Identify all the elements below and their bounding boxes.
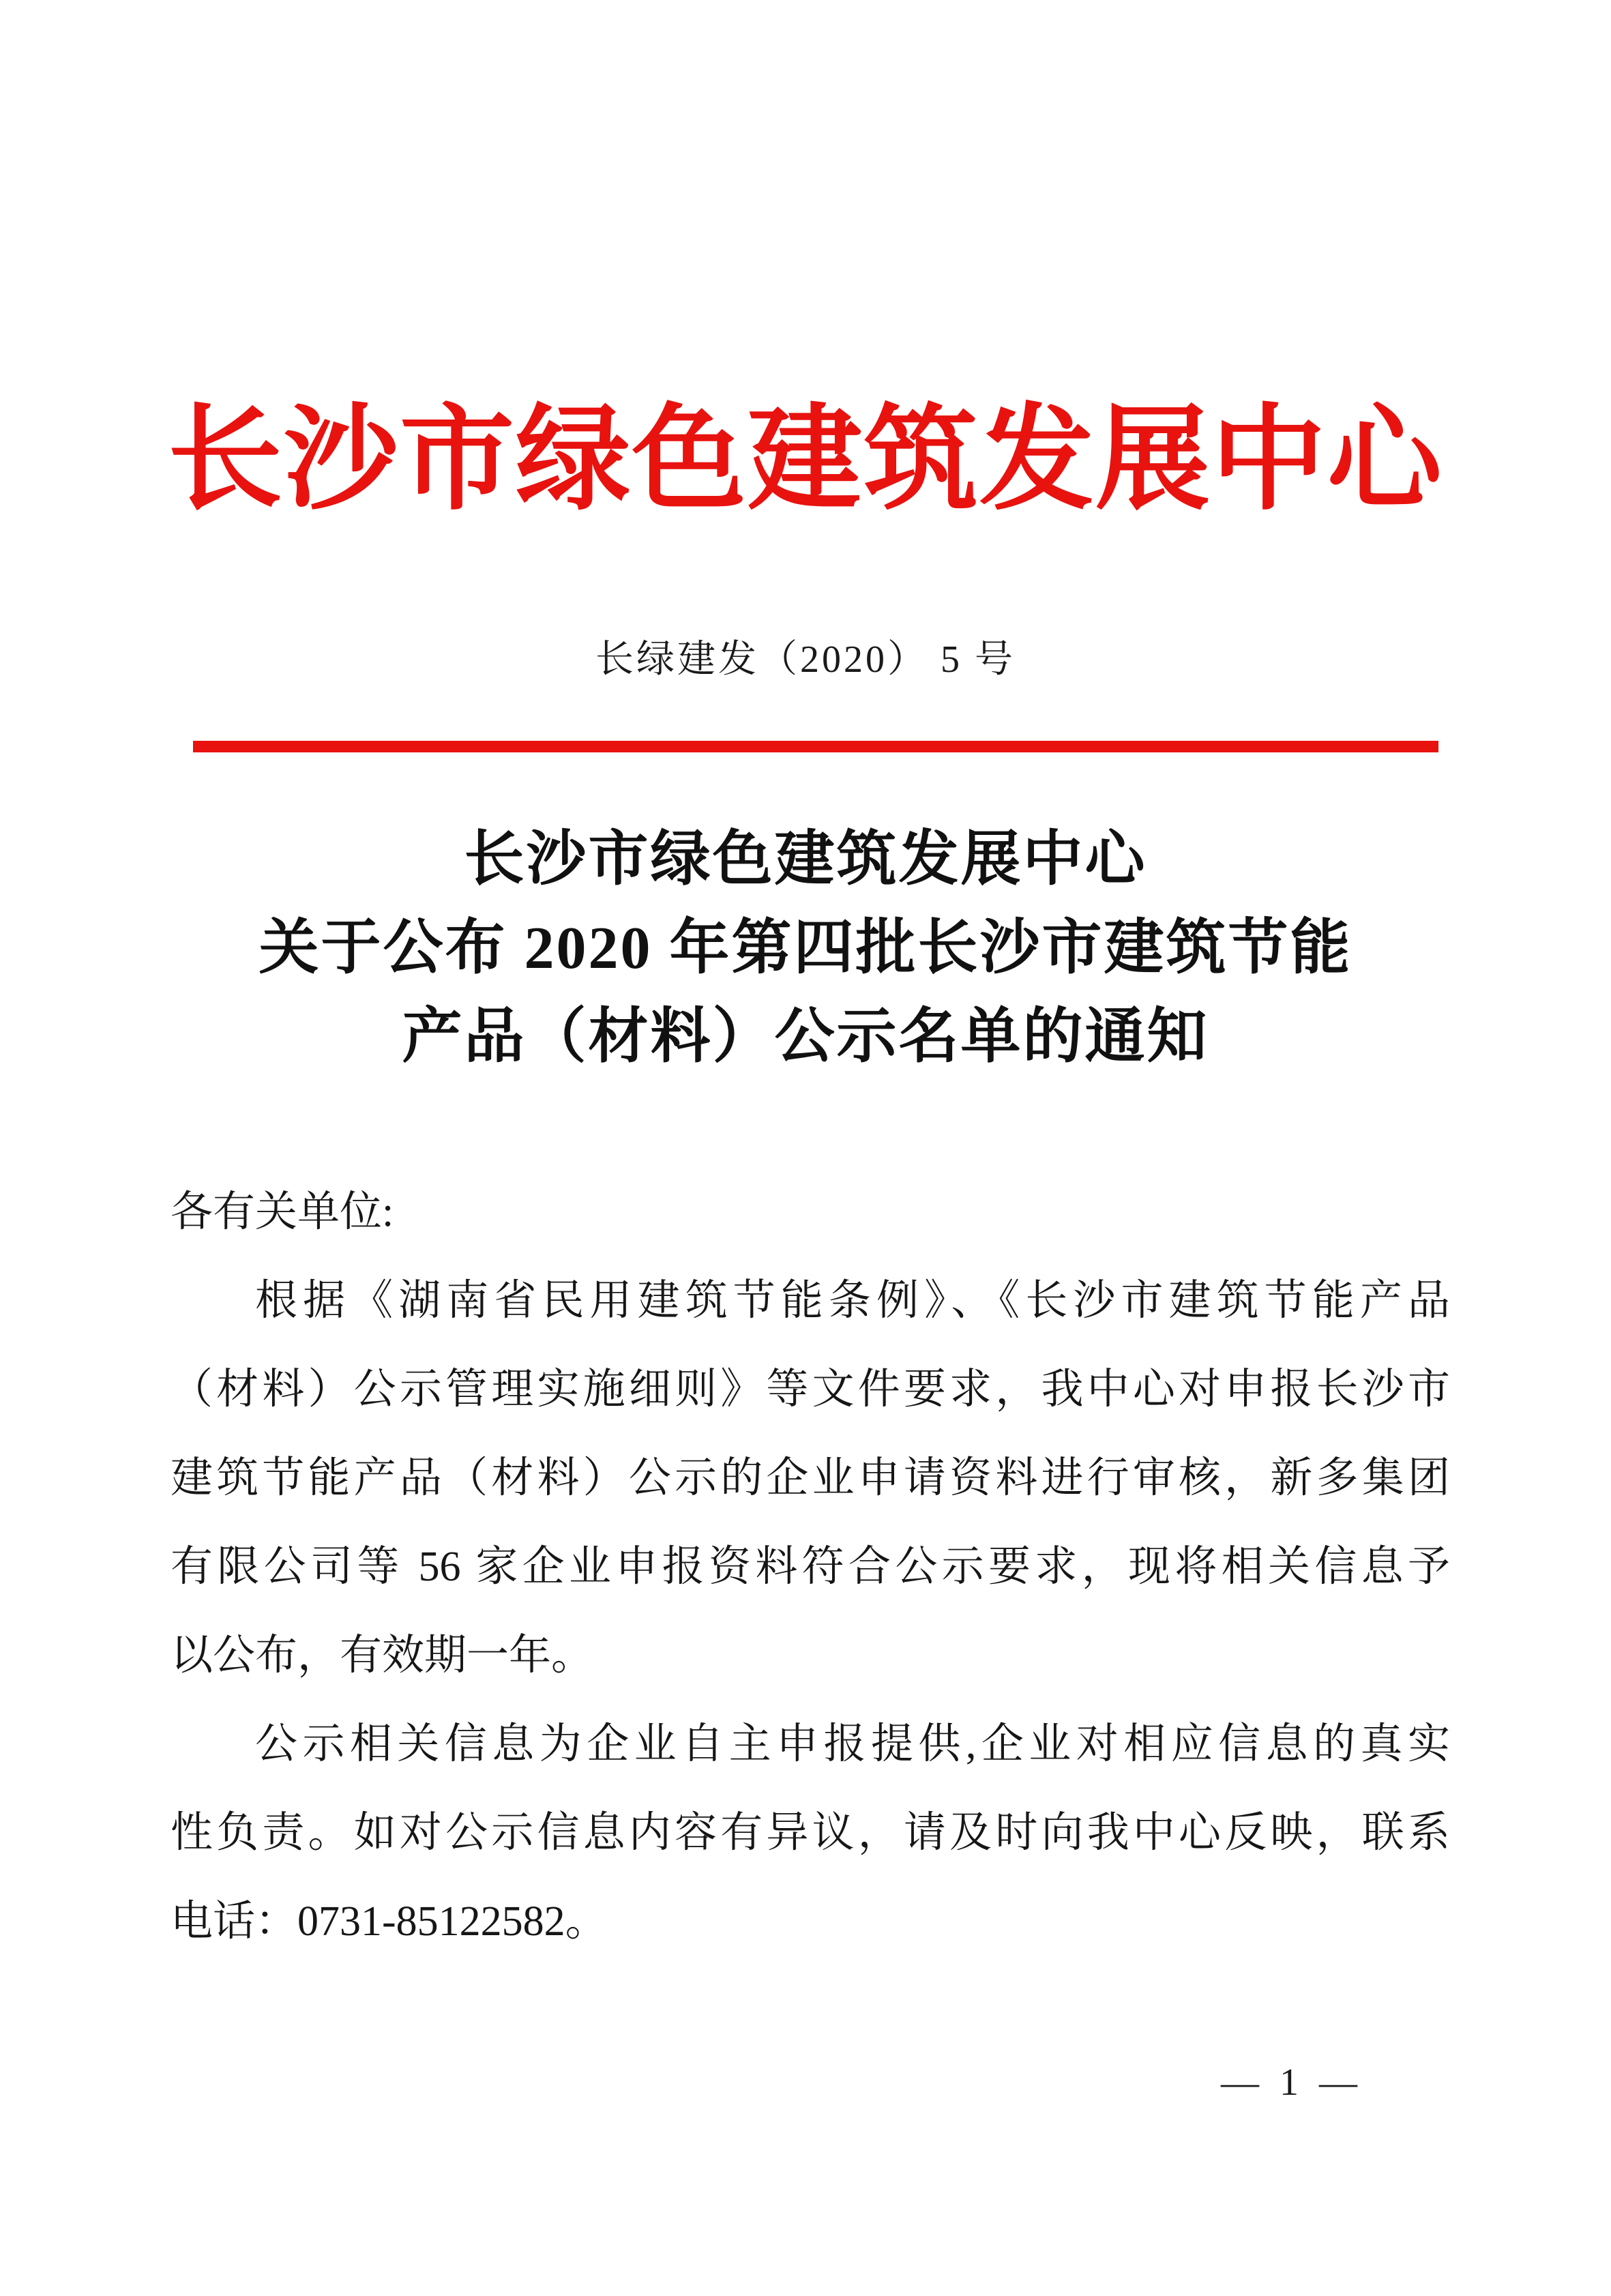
- body-line: 有限公司等 56 家企业申报资料符合公示要求，现将相关信息予: [171, 1544, 1450, 1590]
- document-title-line: 关于公布 2020 年第四批长沙市建筑节能: [258, 915, 1353, 982]
- document-body: [171, 1168, 1450, 1966]
- body-line: 公示相关信息为企业自主申报提供,企业对相应信息的真实: [255, 1721, 1450, 1767]
- body-line: 以公布，有效期一年。: [171, 1632, 594, 1679]
- body-line: 电话：0731-85122582。: [171, 1898, 608, 1945]
- document-title: [0, 816, 1611, 1082]
- red-divider-rule: [193, 741, 1438, 752]
- salutation-line: 各有关单位:: [171, 1189, 394, 1235]
- page-number: — 1 —: [1221, 2061, 1363, 2104]
- body-line: 根据《湖南省民用建筑节能条例》、《长沙市建筑节能产品: [255, 1278, 1450, 1324]
- document-number: 长绿建发（2020） 5 号: [595, 638, 1016, 681]
- document-title-line: 长沙市绿色建筑发展中心: [464, 827, 1147, 893]
- document-title-line: 产品（材料）公示名单的通知: [402, 1004, 1209, 1070]
- body-line: 性负责。如对公示信息内容有异议，请及时向我中心反映，联系: [171, 1810, 1450, 1856]
- body-line: 建筑节能产品（材料）公示的企业申请资料进行审核，新多集团: [171, 1455, 1450, 1501]
- body-line: （材料）公示管理实施细则》等文件要求，我中心对申报长沙市: [171, 1366, 1450, 1413]
- issuer-masthead: 长沙市绿色建筑发展中心: [168, 397, 1443, 524]
